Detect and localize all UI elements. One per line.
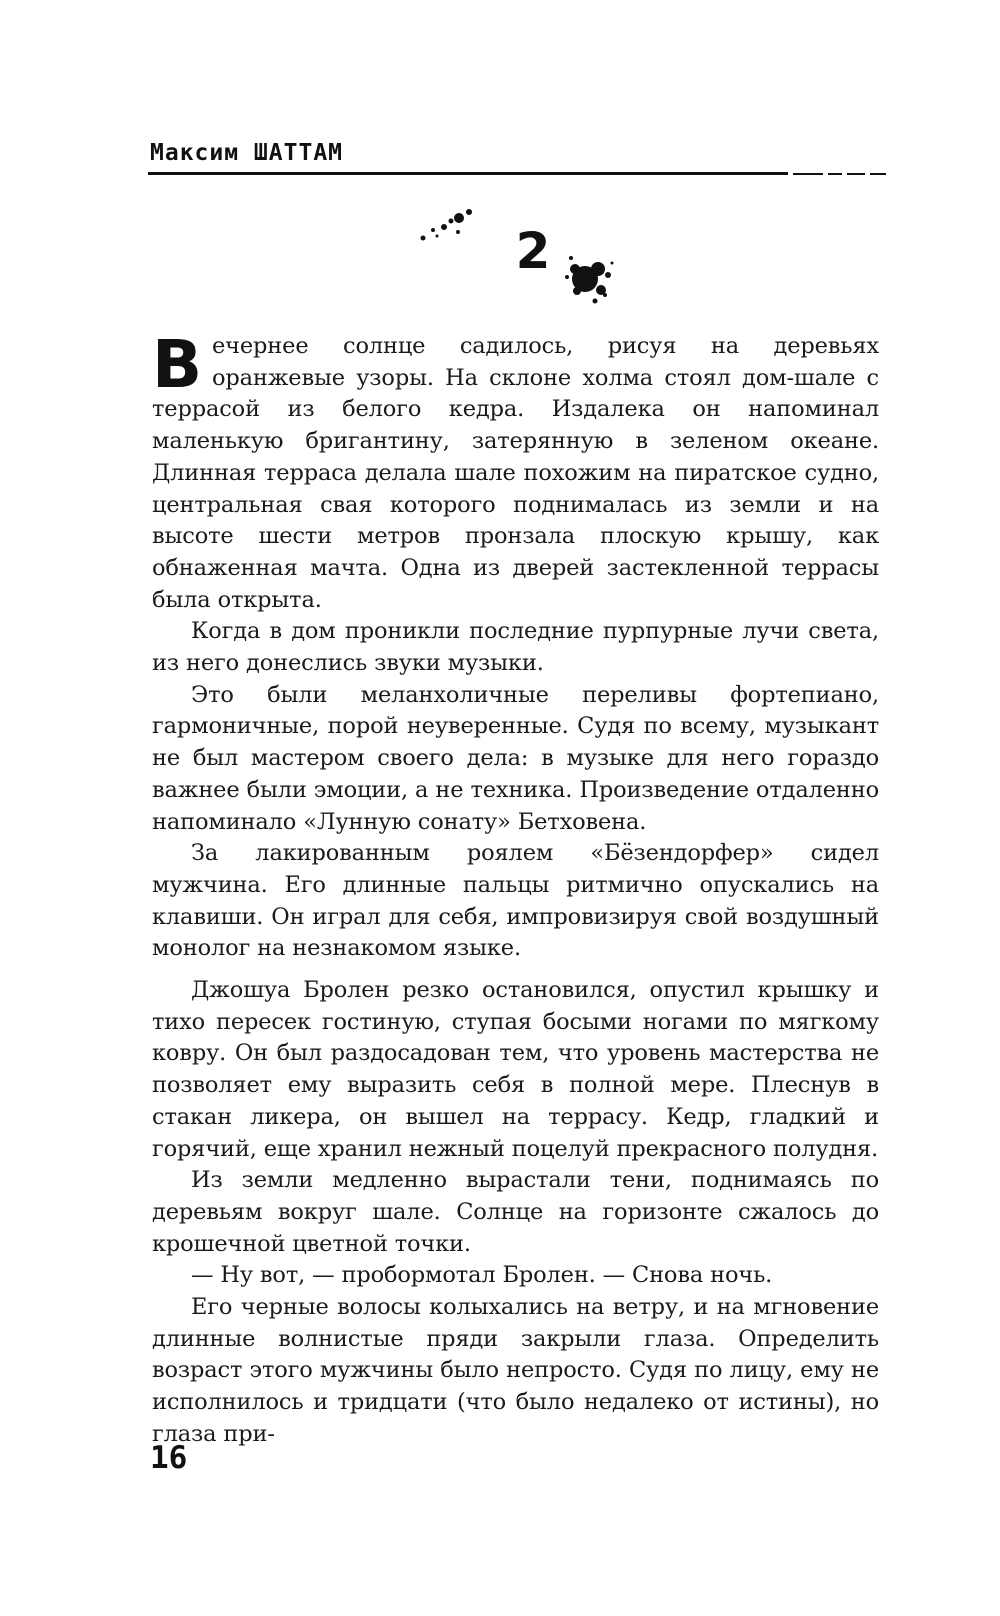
paragraph: Когда в дом проникли последние пурпурные лучи света, из него донеслись звуки музыки. (152, 618, 879, 677)
svg-text:В: В (152, 335, 202, 392)
header-rule (148, 172, 886, 176)
paragraph: — Ну вот, — пробормотал Бролен. — Снова ночь. (191, 1262, 773, 1289)
paragraph: Его черные волосы колыхались на ветру, и на мгновение длинные волнистые пряди закрыли глаза. Определить возраст этого мужчины было непросто. Судя по лицу, ему не исполнилось и тридцати (что было недалеко от истины), но глаза при- (152, 1294, 879, 1447)
running-head-author: Максим ШАТТАМ (150, 140, 344, 166)
paragraph: Из земли медленно вырастали тени, поднимаясь по деревьям вокруг шале. Солнце на горизонте сжалось до крошечной цветной точки. (152, 1167, 879, 1257)
body-text-block-1 (152, 331, 879, 965)
paragraph (152, 331, 879, 616)
paragraph: Это были меланхоличные переливы фортепиано, гармоничные, порой неуверенные. Судя по всему, музыкант не был мастером своего дела: в музыке для него гораздо важнее были эмоции, а не техника. Произведение отдаленно напоминало «Лунную сонату» Бетховена. (152, 681, 879, 835)
body-text-block-2 (152, 975, 879, 1451)
paragraph-text: ечернее солнце садилось, рисуя на деревьях оранжевые узоры. На склоне холма стоял дом-шале с террасой из белого кедра. Издалека он напоминал маленькую бригантину, затерянную в зеленом океане. Длинная терраса делала шале похожим на пиратское судно, центральная свая которого поднималась из земли и на высоте шести метров пронзала плоскую крышу, как обнаженная мачта. Одна из дверей застекленной террасы была открыта. (152, 333, 879, 613)
paragraph: Джошуа Бролен резко остановился, опустил крышку и тихо пересек гостиную, ступая босыми ногами по мягкому ковру. Он был раздосадован тем, что уровень мастерства не позволяет ему выразить себя в полной мере. Плеснув в стакан ликера, он вышел на террасу. Кедр, гладкий и горячий, еще хранил нежный поцелуй прекрасного полудня. (152, 977, 879, 1162)
drop-cap-letter (152, 335, 204, 392)
chapter-number: 2 (515, 222, 551, 280)
page-number: 16 (150, 1440, 188, 1476)
paragraph: За лакированным роялем «Бёзендорфер» сидел мужчина. Его длинные пальцы ритмично опускались на клавиши. Он играл для себя, импровизируя свой воздушный монолог на незнакомом языке. (152, 840, 879, 962)
